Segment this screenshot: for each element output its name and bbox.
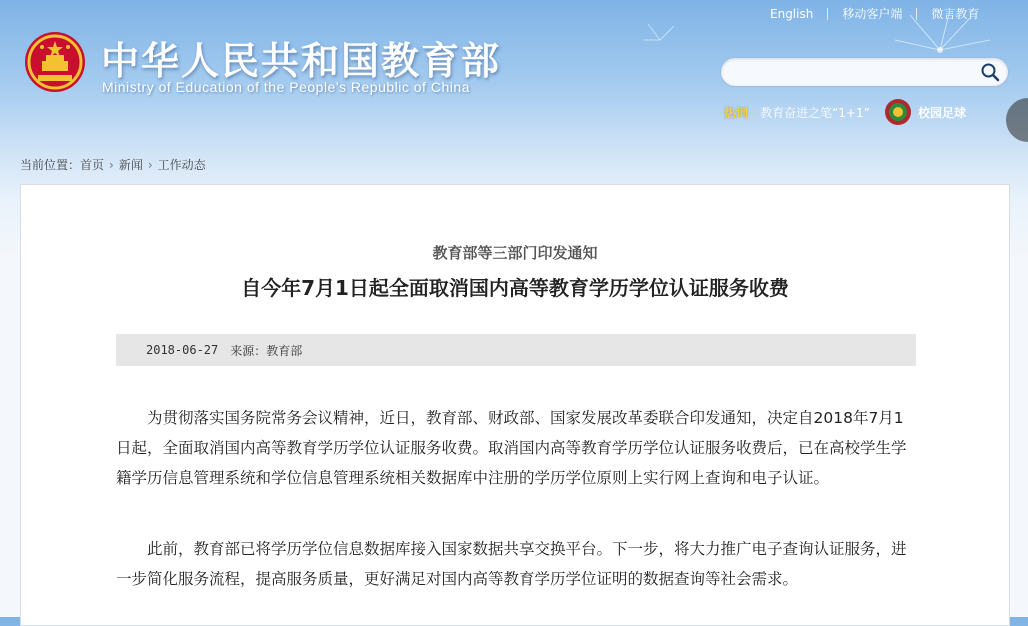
divider [916, 8, 917, 20]
article-subtitle: 教育部等三部门印发通知 [432, 244, 598, 262]
hot-word-link[interactable]: 教育奋进之笔“1+1” [760, 106, 870, 120]
top-links [770, 5, 979, 22]
divider [827, 8, 828, 20]
article-source: 教育部 [266, 343, 303, 358]
article-paragraph: 为贯彻落实国务院常务会议精神，近日，教育部、财政部、国家发展改革委联合印发通知，决定自2018年7月1日起，全面取消国内高等教育学历学位认证服务收费。取消国内高等教育学历学位认证服务收费后，已在高校学生学籍学历信息管理系统和学位信息管理系统相关数据库中注册的学历学位原则上实行网上查询和电子认证。 [116, 409, 907, 487]
site-title-en[interactable]: Ministry of Education of the People's Republic of China [102, 79, 470, 95]
article-source-label: 来源： [230, 343, 267, 358]
search-input[interactable] [733, 58, 987, 86]
article-meta [116, 334, 916, 366]
article-title: 自今年7月1日起全面取消国内高等教育学历学位认证服务收费 [241, 276, 789, 300]
hot-words-colon: : [752, 105, 757, 120]
site-header [0, 0, 1028, 150]
article-paragraph: 此前，教育部已将学历学位信息数据库接入国家数据共享交换平台。下一步，将大力推广电子查询认证服务，进一步简化服务流程，提高服务质量，更好满足对国内高等教育学历学位证明的数据查询等社会需求。 [116, 540, 907, 588]
campus-football-icon [884, 98, 912, 126]
breadcrumb [20, 156, 206, 173]
search-icon[interactable] [980, 62, 1000, 82]
search-box [720, 57, 1009, 87]
national-emblem-icon[interactable] [24, 31, 86, 93]
campus-football-link[interactable] [884, 98, 966, 126]
article-panel [20, 184, 1010, 626]
breadcrumb-home[interactable]: 首页 [80, 158, 105, 172]
weiyan-link[interactable]: 微言教育 [931, 7, 980, 21]
campus-football-label: 校园足球 [918, 105, 967, 120]
breadcrumb-prefix: 当前位置： [20, 158, 81, 172]
english-link[interactable]: English [770, 6, 814, 21]
mobile-client-link[interactable]: 移动客户端 [842, 7, 903, 21]
chevron-right-icon: › [109, 157, 114, 172]
site-title-cn[interactable]: 中华人民共和国教育部 [101, 39, 502, 83]
breadcrumb-news[interactable]: 新闻 [118, 158, 143, 172]
breadcrumb-work-news[interactable]: 工作动态 [157, 158, 206, 172]
hot-words [724, 104, 870, 121]
hot-words-label: 热词 [724, 106, 749, 120]
chevron-right-icon: › [147, 157, 153, 172]
article-date: 2018-06-27 [146, 343, 219, 357]
